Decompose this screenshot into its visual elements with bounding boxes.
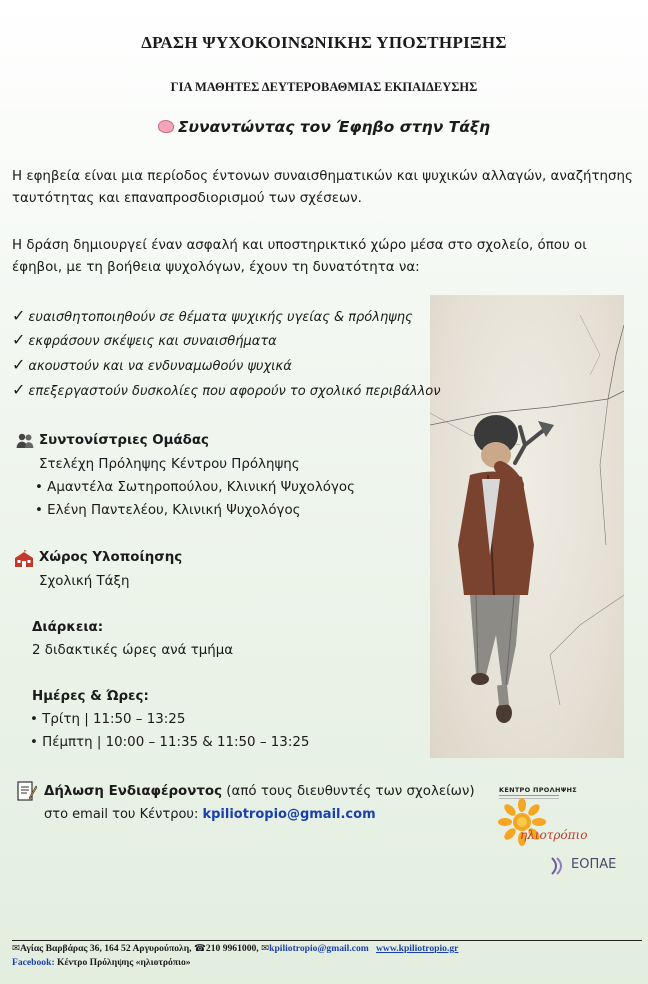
coordinators-org: Στελέχη Πρόληψης Κέντρου Πρόληψης	[39, 457, 300, 472]
subtitle-text: Συναντώντας τον Έφηβο στην Τάξη	[177, 118, 491, 136]
goal-item: ✓ εκφράσουν σκέψεις και συναισθήματα	[12, 330, 277, 349]
schedule-title: Ημέρες & Ώρες:	[32, 689, 149, 704]
duration-value: 2 διδακτικές ώρες ανά τμήμα	[32, 643, 234, 658]
iliotropio-logo-text: ηλιοτρόπιο	[520, 828, 588, 842]
declaration-note: (από τους διευθυντές των σχολείων)	[222, 784, 475, 799]
declaration-email-prefix: στο email του Κέντρου:	[44, 807, 203, 822]
checkmark-icon: ✓	[12, 355, 26, 374]
teen-slingshot-illustration	[430, 295, 624, 758]
eopae-logo-text: ΕΟΠΑΕ	[571, 857, 617, 872]
prevention-center-label: ΚΕΝΤΡΟ ΠΡΟΛΗΨΗΣ	[499, 786, 578, 794]
document-title: ΔΡΑΣΗ ΨΥΧΟΚΟΙΝΩΝΙΚΗΣ ΥΠΟΣΤΗΡΙΞΗΣ	[141, 33, 507, 52]
goal-item: ✓ ευαισθητοποιηθούν σε θέματα ψυχικής υγείας & πρόληψης	[12, 306, 413, 325]
coordinators-title: Συντονίστριες Ομάδας	[39, 433, 209, 448]
bullet: •	[30, 712, 38, 727]
footer-facebook-line	[12, 957, 191, 968]
checkmark-icon: ✓	[12, 330, 26, 349]
footer-facebook-link[interactable]: Κέντρο Πρόληψης «ηλιοτρόπιο»	[54, 957, 191, 968]
schedule-item: • Πέμπτη | 10:00 – 11:35 & 11:50 – 13:25	[30, 735, 310, 750]
envelope-icon: ✉	[12, 943, 21, 954]
bullet: •	[30, 735, 38, 750]
intro-paragraph-1: Η εφηβεία είναι μια περίοδος έντονων συναισθηματικών και ψυχικών αλλαγών, αναζήτησης ταυτότητας και επαναπροσδιορισμού των σχέσεων.	[12, 169, 633, 206]
coordinator-item: • Ελένη Παντελέου, Κλινική Ψυχολόγος	[35, 503, 301, 518]
bullet: •	[35, 503, 43, 518]
venue-title: Χώρος Υλοποίησης	[39, 550, 183, 565]
declaration-title: Δήλωση Ενδιαφέροντος	[44, 784, 223, 799]
footer-contact-line	[12, 943, 458, 954]
illustration-drawing	[430, 295, 624, 758]
footer-address: Αγίας Βαρβάρας 36, 164 52 Αργυρούπολη,	[20, 943, 192, 954]
footer-divider	[12, 940, 642, 941]
declaration-email-line	[44, 807, 376, 822]
footer-email-link[interactable]: kpiliotropio@gmail.com	[269, 943, 369, 954]
people-icon	[16, 433, 34, 449]
declaration-email-link[interactable]: kpiliotropio@gmail.com	[202, 807, 376, 822]
venue-value: Σχολική Τάξη	[39, 574, 130, 589]
program-subtitle	[0, 118, 648, 136]
footer-facebook-label: Facebook:	[12, 957, 55, 968]
mail-icon: ✉	[261, 943, 270, 954]
goal-item: ✓ ακουστούν και να ενδυναμωθούν ψυχικά	[12, 355, 292, 374]
coordinator-item: • Αμαντέλα Σωτηροπούλου, Κλινική Ψυχολόγος	[35, 480, 355, 495]
bullet: •	[35, 480, 43, 495]
intro-paragraph-2: Η δράση δημιουργεί έναν ασφαλή και υποστηρικτικό χώρο μέσα στο σχολείο, όπου οι έφηβοι, με τη βοήθεια ψυχολόγων, έχουν τη δυνατότητα να:	[12, 238, 587, 275]
school-icon	[14, 550, 34, 568]
eopae-logo-icon	[548, 856, 568, 876]
brain-icon	[158, 120, 174, 133]
schedule-item: • Τρίτη | 11:50 – 13:25	[30, 712, 186, 727]
footer-website-link[interactable]: www.kpiliotropio.gr	[375, 943, 459, 954]
checkmark-icon: ✓	[12, 380, 26, 399]
phone-icon: ☎	[193, 943, 206, 954]
goal-item: ✓ επεξεργαστούν δυσκολίες που αφορούν το σχολικό περιβάλλον	[12, 380, 441, 399]
declaration-heading	[44, 784, 475, 799]
duration-title: Διάρκεια:	[32, 620, 104, 635]
notepad-pencil-icon	[17, 780, 37, 802]
checkmark-icon: ✓	[12, 306, 26, 325]
footer-phone: 210 9961000,	[205, 943, 259, 954]
audience-heading: ΓΙΑ ΜΑΘΗΤΕΣ ΔΕΥΤΕΡΟΒΑΘΜΙΑΣ ΕΚΠΑΙΔΕΥΣΗΣ	[170, 80, 478, 94]
